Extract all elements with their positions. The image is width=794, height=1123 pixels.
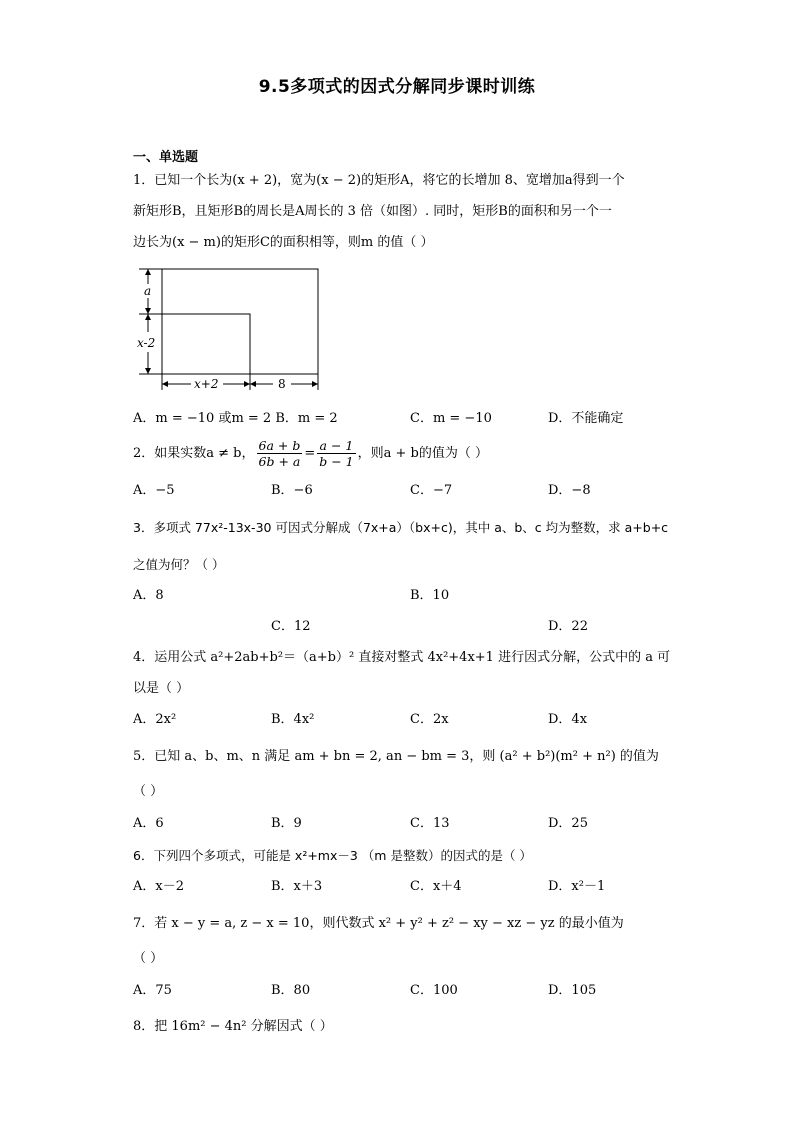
page-title: 9.5多项式的因式分解同步课时训练: [258, 77, 536, 97]
q5-option-c: C．13: [410, 816, 450, 831]
q2-option-d: D．−8: [548, 483, 591, 498]
q6-option-b: B．x＋3: [271, 879, 323, 894]
frac1-den: 6b + a: [258, 454, 301, 469]
frac2-den: b − 1: [319, 454, 354, 469]
q7-option-a: A．75: [133, 983, 172, 998]
q1-rectangle-figure: [135, 264, 335, 396]
q2-suffix: ，则a + b的值为（ ）: [357, 446, 488, 461]
q2-option-b: B．−6: [271, 483, 313, 498]
frac1-num: 6a + b: [258, 438, 301, 453]
q3-line1: 3．多项式 77x²-13x-30 可因式分解成（7x+a）（bx+c)，其中 a、b、c 均为整数，求 a+b+c: [133, 520, 669, 535]
label-x-minus-2: x-2: [137, 336, 156, 350]
q5-line2: （ ）: [133, 784, 164, 799]
q3-option-d: D．22: [548, 619, 588, 634]
q2-option-a: A．−5: [133, 483, 175, 498]
q1-line2: 新矩形B，且矩形B的周长是A周长的 3 倍（如图）. 同时，矩形B的面积和另一个一: [133, 204, 612, 219]
q5-option-b: B．9: [271, 816, 302, 831]
q6-line1: 6．下列四个多项式，可能是 x²+mx－3 （m 是整数）的因式的是（ ）: [133, 848, 532, 863]
q6-option-a: A．x－2: [133, 879, 184, 894]
label-x-plus-2: x+2: [194, 377, 219, 391]
q2-prefix: 2．如果实数a ≠ b，: [133, 446, 255, 461]
q4-line1: 4．运用公式 a²+2ab+b²＝（a+b）² 直接对整式 4x²+4x+1 进行因式分解，公式中的 a 可: [133, 650, 671, 665]
q4-option-c: C．2x: [410, 712, 449, 727]
q8-line1: 8．把 16m² − 4n² 分解因式（ ）: [133, 1019, 333, 1034]
q7-option-c: C．100: [410, 983, 458, 998]
section-heading: 一、单选题: [133, 150, 199, 165]
q5-option-a: A．6: [133, 816, 164, 831]
q7-option-b: B．80: [271, 983, 311, 998]
q2-line: [133, 436, 488, 472]
q7-option-d: D．105: [548, 983, 597, 998]
rect-a: [162, 314, 250, 374]
frac2-num: a − 1: [317, 438, 355, 454]
q4-option-a: A．2x²: [133, 712, 177, 727]
q3-line2: 之值为何？（ ）: [133, 557, 225, 572]
q2-option-c: C．−7: [410, 483, 453, 498]
q6-option-c: C．x＋4: [410, 879, 462, 894]
q7-line1: 7．若 x − y = a, z − x = 10，则代数式 x² + y² + z² − xy − xz − yz 的最小值为: [133, 916, 624, 931]
q7-line2: （ ）: [133, 951, 164, 966]
q6-option-d: D．x²－1: [548, 879, 606, 894]
q3-option-b: B．10: [410, 588, 450, 603]
q1-option-c: C．m = −10: [410, 411, 492, 426]
q1-option-d: D．不能确定: [548, 411, 624, 426]
q5-line1: 5．已知 a、b、m、n 满足 am + bn = 2, an − bm = 3，则 (a² + b²)(m² + n²) 的值为: [133, 749, 659, 764]
q4-option-d: D．4x: [548, 712, 588, 727]
q1-option-ab: A．m = −10 或m = 2 B．m = 2: [133, 411, 338, 426]
q2-fraction-1: [257, 438, 303, 469]
q2-equals: =: [304, 446, 316, 461]
q3-option-c: C．12: [271, 619, 311, 634]
q1-line3: 边长为(x − m)的矩形C的面积相等，则m 的值（ ）: [133, 235, 434, 250]
rect-b: [162, 269, 318, 374]
q1-line1: 1．已知一个长为(x + 2)，宽为(x − 2)的矩形A，将它的长增加 8、宽增加a得到一个: [133, 173, 625, 188]
q4-line2: 以是（ ）: [133, 681, 190, 696]
q3-option-a: A．8: [133, 588, 164, 603]
label-8: 8: [278, 377, 286, 391]
label-a: a: [144, 284, 152, 298]
q2-fraction-2: [317, 438, 355, 469]
q5-option-d: D．25: [548, 816, 588, 831]
q4-option-b: B．4x²: [271, 712, 315, 727]
